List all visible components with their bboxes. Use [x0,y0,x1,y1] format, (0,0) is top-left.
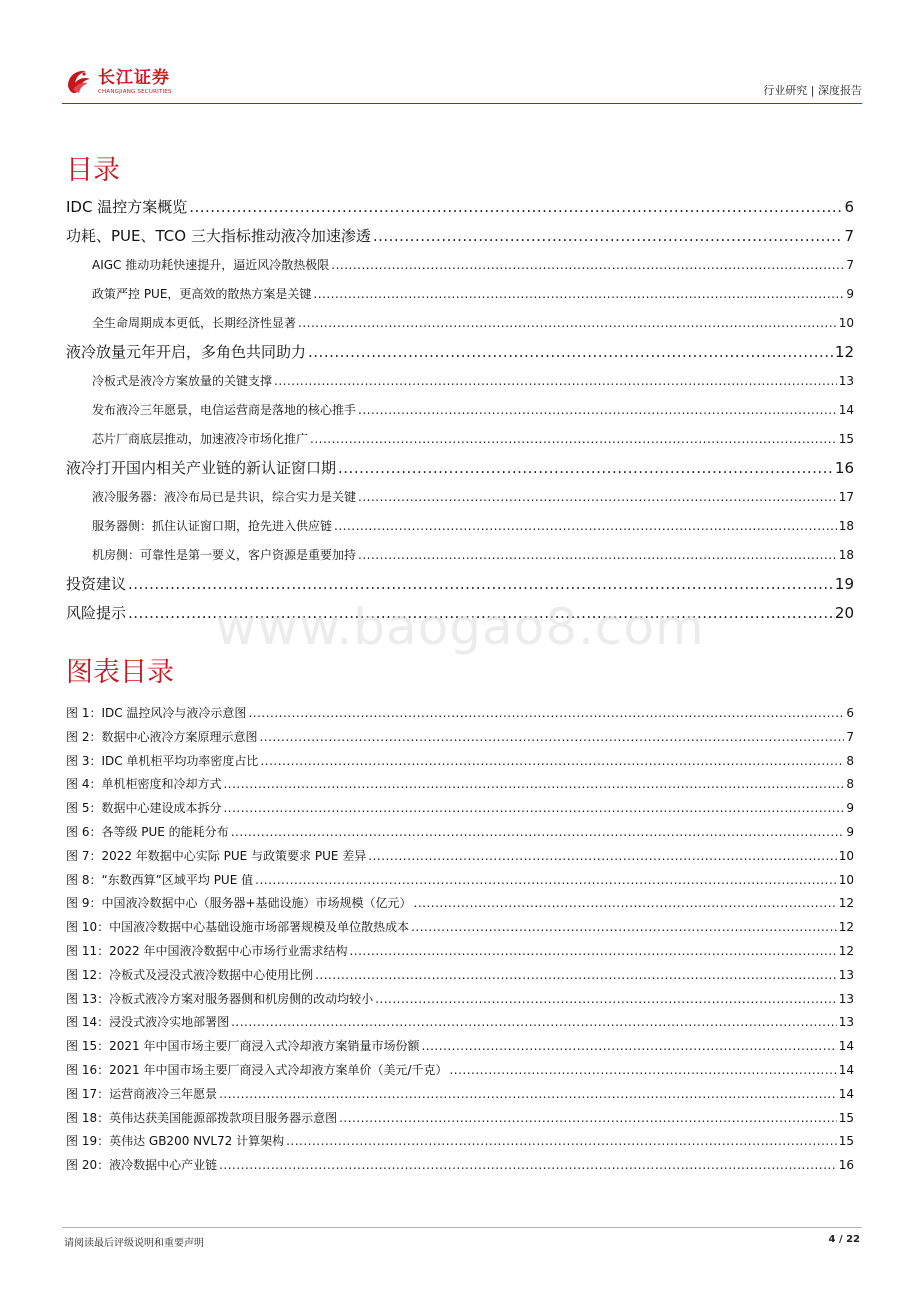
figure-entry-page: 8 [846,777,854,792]
dot-leader [421,1035,836,1059]
dot-leader [313,280,844,309]
toc-subentry-page: 18 [838,548,854,562]
figure-entry-text: 图 3：IDC 单机柜平均功率密度占比 [66,753,259,768]
report-category: 行业研究 | 深度报告 [763,84,862,97]
figure-entry-page: 12 [838,896,854,911]
toc-subentry[interactable] [66,396,854,425]
figure-entry[interactable] [66,1035,854,1059]
toc-entry[interactable] [66,454,854,483]
dot-leader [259,726,844,750]
figure-entry-page: 14 [838,1062,854,1077]
figure-entry-text: 图 20：液冷数据中心产业链 [66,1158,218,1173]
dot-leader [223,773,844,797]
figure-entry[interactable] [66,940,854,964]
toc-subentry-page: 9 [846,287,854,301]
toc-entry-page: 16 [834,459,854,477]
toc-subentry-page: 17 [838,490,854,504]
figure-entry[interactable] [66,1011,854,1035]
dot-leader [375,988,837,1012]
figure-entry-text: 图 18：英伟达获美国能源部拨款项目服务器示意图 [66,1110,338,1125]
page-footer [62,1227,862,1249]
dot-leader [339,1107,837,1131]
dot-leader [315,964,837,988]
toc-subentry[interactable] [66,251,854,280]
figure-entry[interactable] [66,1107,854,1131]
figure-entry[interactable] [66,773,854,797]
figure-entry[interactable] [66,845,854,869]
figure-entry[interactable] [66,869,854,893]
toc-subentry[interactable] [66,541,854,570]
figure-entry-page: 12 [838,943,854,958]
dot-leader [219,1083,837,1107]
figure-entry-page: 7 [846,729,854,744]
figure-entry-text: 图 9：中国液冷数据中心（服务器+基础设施）市场规模（亿元） [66,896,412,911]
dot-leader [449,1059,836,1083]
figure-entry-page: 12 [838,920,854,935]
figure-entry-text: 图 16：2021 年中国市场主要厂商浸入式冷却液方案单价（美元/千克） [66,1062,448,1077]
figure-entry-text: 图 17：运营商液冷三年愿景 [66,1086,218,1101]
figure-entry-page: 10 [838,848,854,863]
company-logo [64,64,172,100]
dot-leader [274,367,837,396]
toc-entry[interactable] [66,222,854,251]
dot-leader [349,940,836,964]
toc-subentry-text: 全生命周期成本更低，长期经济性显著 [92,316,297,330]
toc-entry-page: 20 [834,604,854,622]
footer-disclaimer: 请阅读最后评级说明和重要声明 [64,1238,204,1249]
dot-leader [358,541,837,570]
figure-entry[interactable] [66,916,854,940]
figure-entry[interactable] [66,1130,854,1154]
figure-entry-page: 8 [846,753,854,768]
page-number: 4 / 22 [828,1234,860,1245]
figure-entry-text: 图 15：2021 年中国市场主要厂商浸入式冷却液方案销量市场份额 [66,1039,420,1054]
toc-subentry-text: 机房侧：可靠性是第一要义，客户资源是重要加持 [92,548,357,562]
toc-entry-text: 投资建议 [66,575,127,593]
dot-leader [128,570,833,599]
figure-entry-page: 10 [838,872,854,887]
toc-entry-text: 液冷放量元年开启，多角色共同助力 [66,343,307,361]
figure-entry-text: 图 10：中国液冷数据中心基础设施市场部署规模及单位散热成本 [66,920,410,935]
watermark: www.baogao8.com [215,598,705,656]
figure-entry-page: 13 [838,1015,854,1030]
toc-subentry-text: 服务器侧：抓住认证窗口期，抢先进入供应链 [92,519,333,533]
toc-subentry-page: 15 [838,432,854,446]
toc-entry[interactable] [66,338,854,367]
figure-entry-text: 图 7：2022 年数据中心实际 PUE 与政策要求 PUE 差异 [66,848,367,863]
figure-entry-page: 6 [846,706,854,720]
figure-entry[interactable] [66,1154,854,1178]
dot-leader [414,892,837,916]
figure-entry[interactable] [66,892,854,916]
toc-entry-page: 7 [844,227,854,245]
dot-leader [358,483,837,512]
toc-entry[interactable] [66,193,854,222]
toc-title: 目录 [66,155,120,186]
logo-chinese-name: 长江证券 [98,67,170,88]
toc-subentry-page: 18 [838,519,854,533]
dot-leader [411,916,837,940]
toc-subentry[interactable] [66,425,854,454]
dot-leader [260,750,844,774]
page-header [62,62,862,104]
figure-entry-text: 图 19：英伟达 GB200 NVL72 计算架构 [66,1134,285,1149]
figure-entry[interactable] [66,821,854,845]
toc-subentry-page: 14 [838,403,854,417]
figure-entry-page: 14 [838,1039,854,1054]
toc-subentry-text: 发布液冷三年愿景，电信运营商是落地的核心推手 [92,403,357,417]
toc-subentry-page: 13 [838,374,854,388]
figure-entry[interactable] [66,702,854,726]
toc-entry-page: 19 [834,575,854,593]
dot-leader [331,251,844,280]
toc-list [66,193,854,628]
figure-entry[interactable] [66,750,854,774]
toc-subentry[interactable] [66,512,854,541]
figure-entry-text: 图 6：各等级 PUE 的能耗分布 [66,824,229,839]
figure-entry-page: 14 [838,1086,854,1101]
toc-subentry[interactable] [66,280,854,309]
figure-entry[interactable] [66,1083,854,1107]
figure-entry-text: 图 4：单机柜密度和冷却方式 [66,777,222,792]
toc-subentry[interactable] [66,367,854,396]
dot-leader [219,1154,837,1178]
dot-leader [373,222,843,251]
toc-subentry[interactable] [66,309,854,338]
figure-entry[interactable] [66,964,854,988]
dot-leader [338,454,833,483]
toc-subentry[interactable] [66,483,854,512]
toc-entry-text: 风险提示 [66,604,127,622]
figure-list-title: 图表目录 [66,657,174,688]
toc-entry-page: 6 [844,198,854,216]
toc-entry-text: 液冷打开国内相关产业链的新认证窗口期 [66,459,337,477]
dot-leader [298,309,837,338]
toc-subentry-text: AIGC 推动功耗快速提升，逼近风冷散热极限 [92,258,330,272]
dot-leader [255,869,837,893]
toc-subentry-text: 芯片厂商底层推动，加速液冷市场化推广 [92,432,309,446]
figure-entry-page: 13 [838,967,854,982]
dot-leader [189,193,842,222]
figure-entry[interactable] [66,988,854,1012]
toc-entry[interactable] [66,570,854,599]
dot-leader [308,338,833,367]
toc-subentry-text: 政策严控 PUE，更高效的散热方案是关键 [92,287,312,301]
toc-entry-text: 功耗、PUE、TCO 三大指标推动液冷加速渗透 [66,227,371,245]
figure-entry-text: 图 13：冷板式液冷方案对服务器侧和机房侧的改动均较小 [66,991,374,1006]
figure-entry-page: 15 [838,1134,854,1149]
toc-subentry-page: 10 [838,316,854,330]
figure-entry-text: 图 11：2022 年中国液冷数据中心市场行业需求结构 [66,943,348,958]
figure-entry-text: 图 14：浸没式液冷实地部署图 [66,1015,230,1030]
dot-leader [368,845,836,869]
figure-entry[interactable] [66,1059,854,1083]
figure-entry-page: 9 [846,824,854,839]
dot-leader [223,797,844,821]
toc-entry-text: IDC 温控方案概览 [66,198,188,216]
figure-entry-text: 图 5：数据中心建设成本拆分 [66,801,222,816]
figure-entry-text: 图 12：冷板式及浸没式液冷数据中心使用比例 [66,967,314,982]
figure-list [66,702,854,1178]
changjiang-bird-logo-icon [64,66,94,98]
logo-english-name: CHANGJIANG SECURITIES [98,88,172,95]
figure-entry-page: 13 [838,991,854,1006]
dot-leader [334,512,837,541]
figure-entry-page: 15 [838,1110,854,1125]
figure-entry-text: 图 8：“东数西算”区域平均 PUE 值 [66,872,254,887]
toc-subentry-text: 冷板式是液冷方案放量的关键支撑 [92,374,273,388]
dot-leader [310,425,837,454]
figure-entry-page: 16 [838,1158,854,1173]
toc-entry-page: 12 [834,343,854,361]
dot-leader [248,702,844,726]
toc-subentry-page: 7 [846,258,854,272]
figure-entry-page: 9 [846,801,854,816]
figure-entry[interactable] [66,726,854,750]
figure-entry[interactable] [66,797,854,821]
figure-entry-text: 图 2：数据中心液冷方案原理示意图 [66,729,258,744]
toc-subentry-text: 液冷服务器：液冷布局已是共识，综合实力是关键 [92,490,357,504]
dot-leader [231,1011,837,1035]
dot-leader [286,1130,837,1154]
dot-leader [358,396,837,425]
figure-entry-text: 图 1：IDC 温控风冷与液冷示意图 [66,706,247,720]
dot-leader [231,821,845,845]
